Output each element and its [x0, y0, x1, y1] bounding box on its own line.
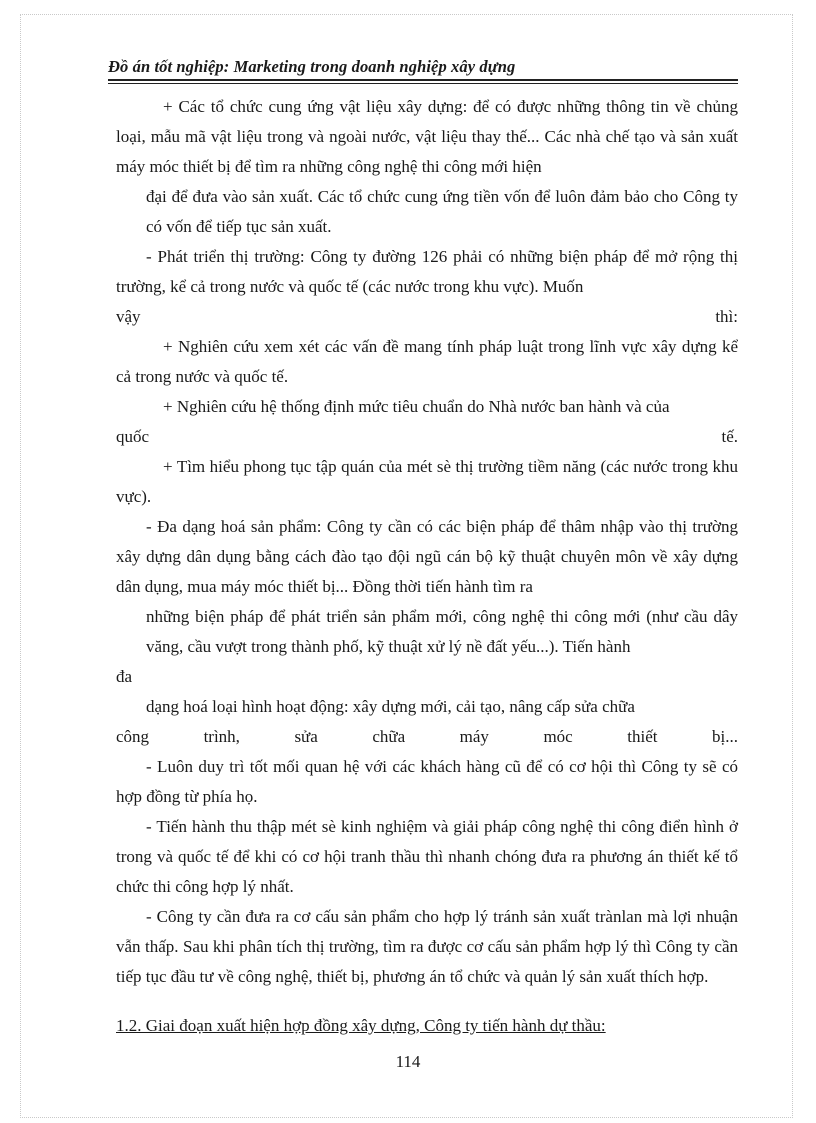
word: bị...	[711, 727, 738, 746]
document-body	[116, 92, 738, 992]
paragraph-activity-types-end	[116, 722, 738, 752]
word: tế.	[721, 427, 738, 446]
paragraph-product-diversification-cont: những biện pháp để phát triển sản phẩm mới, công nghệ thi công mới (như cầu dây văng, cầu vượt trong thành phố, kỹ thuật xử lý nề đất yếu...). Tiến hành	[146, 607, 738, 656]
word: vậy	[116, 307, 141, 326]
page-header	[108, 56, 738, 78]
paragraph-activity-types: dạng hoá loại hình hoạt động: xây dựng mới, cải tạo, nâng cấp sửa chữa	[146, 697, 635, 716]
paragraph-standards-research-end	[116, 422, 738, 452]
paragraph-market-development: - Phát triển thị trường: Công ty đường 126 phải có những biện pháp để mở rộng thị trường, kể cả trong nước và quốc tế (các nước trong khu vực). Muốn	[116, 247, 738, 296]
header-rule-thick	[108, 79, 738, 81]
paragraph-customer-relations: - Luôn duy trì tốt mối quan hệ với các khách hàng cũ để có cơ hội thì Công ty sẽ có hợp đồng từ phía họ.	[116, 757, 738, 806]
paragraph-suppliers: + Các tổ chức cung ứng vật liệu xây dựng: để có được những thông tin về chủng loại, mẫu mã vật liệu trong và ngoài nước, vật liệu thay thế... Các nhà chế tạo và sản xuất máy móc thiết bị để tìm ra những công nghệ thi công mới hiện	[116, 97, 738, 176]
word: móc	[543, 727, 573, 746]
paragraph-experience-collection: - Tiến hành thu thập mét sè kinh nghiệm và giải pháp công nghệ thi công điển hình ở trong và quốc tế để khi có cơ hội tranh thầu thì nhanh chóng đưa ra phương án thiết kế tổ chức thi công hợp lý nhất.	[116, 817, 738, 896]
paragraph-legal-research: + Nghiên cứu xem xét các vấn đề mang tính pháp luật trong lĩnh vực xây dựng kể cả trong nước và quốc tế.	[116, 337, 738, 386]
word: máy	[459, 727, 489, 746]
page-number: 114	[395, 1052, 421, 1071]
word: công	[116, 727, 150, 746]
paragraph-market-development-end	[116, 302, 738, 332]
paragraph-suppliers-cont: đại để đưa vào sản xuất. Các tổ chức cung ứng tiền vốn để luôn đảm bảo cho Công ty có vốn để tiếp tục sản xuất.	[146, 187, 738, 236]
paragraph-product-diversification: - Đa dạng hoá sản phẩm: Công ty cần có các biện pháp để thâm nhập vào thị trường xây dựng dân dụng bằng cách đào tạo đội ngũ cán bộ kỹ thuật chuyên môn về xây dựng dân dụng, mua máy móc thiết bị... Đồng thời tiến hành tìm ra	[116, 517, 738, 596]
paragraph-customs-research: + Tìm hiểu phong tục tập quán của mét sè thị trường tiềm năng (các nước trong khu vực).	[116, 457, 738, 506]
word: thiết	[627, 727, 658, 746]
paragraph-standards-research: + Nghiên cứu hệ thống định mức tiêu chuẩn do Nhà nước ban hành và của	[163, 397, 670, 416]
section-heading: 1.2. Giai đoạn xuất hiện hợp đồng xây dựng, Công ty tiến hành dự thầu:	[116, 1016, 606, 1035]
word: trình,	[203, 727, 240, 746]
header-title: Đồ án tốt nghiệp: Marketing trong doanh nghiệp xây dựng	[108, 57, 516, 76]
header-rule-thin	[108, 83, 738, 84]
word: thì:	[715, 307, 738, 326]
word: quốc	[116, 427, 150, 446]
paragraph-product-diversification-end: đa	[116, 667, 133, 686]
word: chữa	[372, 727, 406, 746]
paragraph-product-structure: - Công ty cần đưa ra cơ cấu sản phẩm cho hợp lý tránh sản xuất trànlan mà lợi nhuận vẫn thấp. Sau khi phân tích thị trường, tìm ra được cơ cấu sản phẩm hợp lý thì Công ty cần tiếp tục đầu tư về công nghệ, thiết bị, phương án tổ chức và quản lý sản xuất thích hợp.	[116, 907, 738, 986]
word: sửa	[294, 727, 318, 746]
